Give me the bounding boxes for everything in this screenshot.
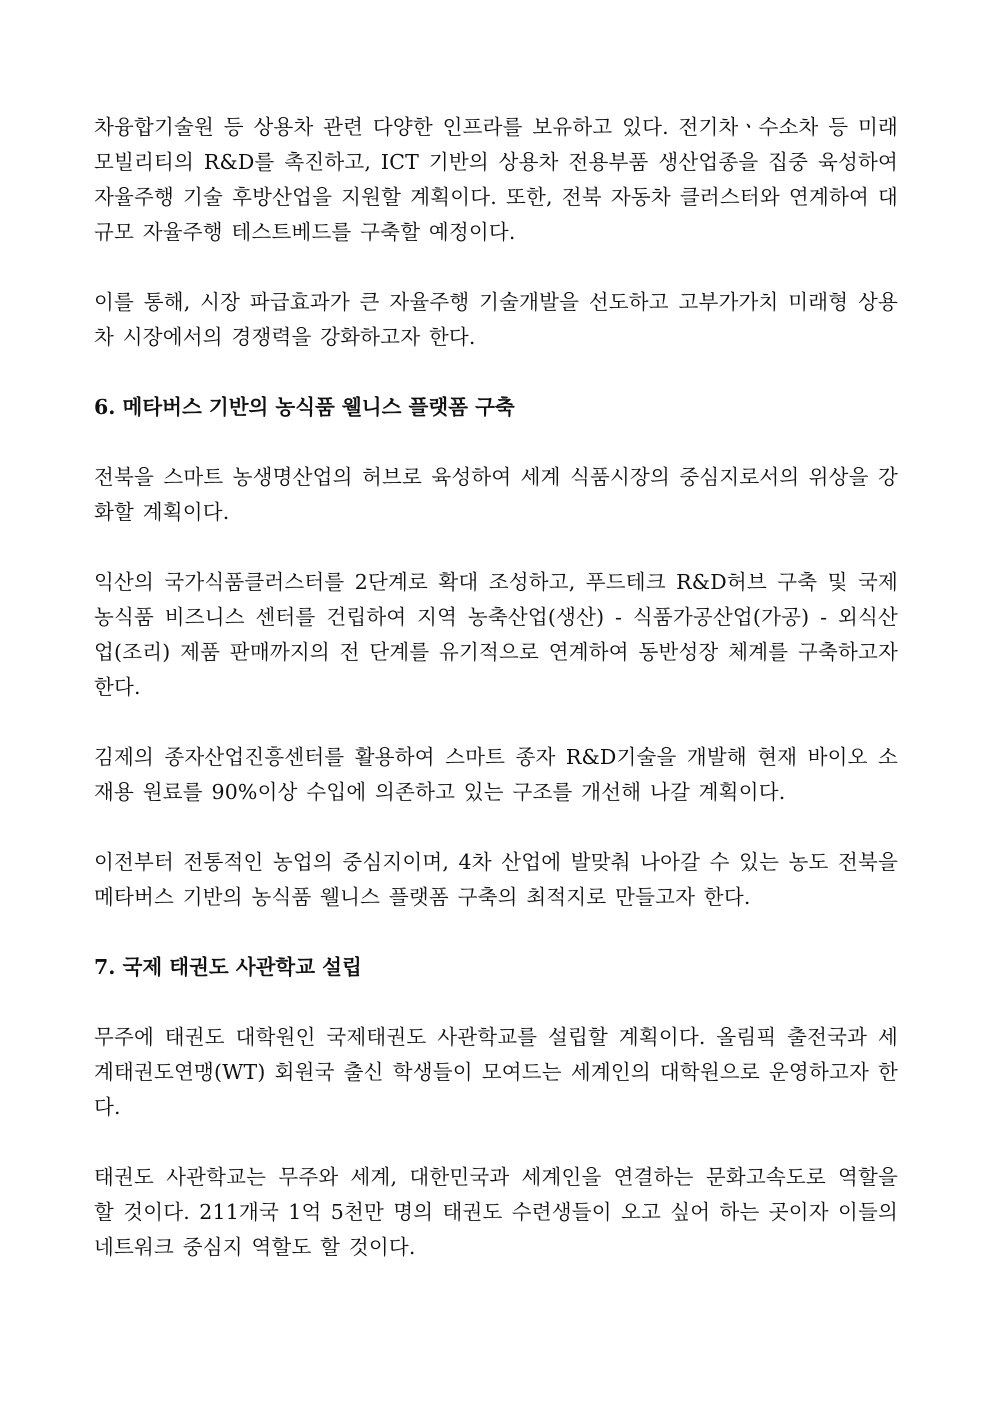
paragraph-taekwondo-network: 태권도 사관학교는 무주와 세계, 대한민국과 세계인을 연결하는 문화고속도로 역할을 할 것이다. 211개국 1억 5천만 명의 태권도 수련생들이 오고 싶어 하는 곳이자 이들의 네트워크 중심지 역할도 할 것이다.: [94, 1165, 898, 1259]
section-heading-7: 7. 국제 태권도 사관학교 설립: [94, 955, 362, 979]
paragraph-autonomous-driving-goal: 이를 통해, 시장 파급효과가 큰 자율주행 기술개발을 선도하고 고부가가치 미래형 상용차 시장에서의 경쟁력을 강화하고자 한다.: [94, 290, 898, 349]
paragraph-food-cluster: 익산의 국가식품클러스터를 2단계로 확대 조성하고, 푸드테크 R&D허브 구축 및 국제 농식품 비즈니스 센터를 건립하여 지역 농축산업(생산) - 식품가공산업(가공) - 외식산업(조리) 제품 판매까지의 전 단계를 유기적으로 연계하여 동반성장 체계를 구축하고자 한다.: [94, 570, 898, 699]
paragraph-seed-industry: 김제의 종자산업진흥센터를 활용하여 스마트 종자 R&D기술을 개발해 현재 바이오 소재용 원료를 90%이상 수입에 의존하고 있는 구조를 개선해 나갈 계획이다.: [94, 745, 898, 804]
section-heading-6: 6. 메타버스 기반의 농식품 웰니스 플랫폼 구축: [94, 395, 515, 419]
paragraph-metaverse-platform: 이전부터 전통적인 농업의 중심지이며, 4차 산업에 발맞춰 나아갈 수 있는 농도 전북을 메타버스 기반의 농식품 웰니스 플랫폼 구축의 최적지로 만들고자 한다.: [94, 850, 898, 909]
paragraph-taekwondo-academy: 무주에 태권도 대학원인 국제태권도 사관학교를 설립할 계획이다. 올림픽 출전국과 세계태권도연맹(WT) 회원국 출신 학생들이 모여드는 세계인의 대학원으로 운영하고자 한다.: [94, 1025, 898, 1119]
paragraph-commercial-vehicle-infra: 차융합기술원 등 상용차 관련 다양한 인프라를 보유하고 있다. 전기차ㆍ수소차 등 미래 모빌리티의 R&D를 촉진하고, ICT 기반의 상용차 전용부품 생산업종을 집중 육성하여 자율주행 기술 후방산업을 지원할 계획이다. 또한, 전북 자동차 클러스터와 연계하여 대규모 자율주행 테스트베드를 구축할 예정이다.: [94, 115, 898, 244]
paragraph-smart-agri-hub: 전북을 스마트 농생명산업의 허브로 육성하여 세계 식품시장의 중심지로서의 위상을 강화할 계획이다.: [94, 465, 898, 524]
document-page: [94, 110, 898, 1265]
